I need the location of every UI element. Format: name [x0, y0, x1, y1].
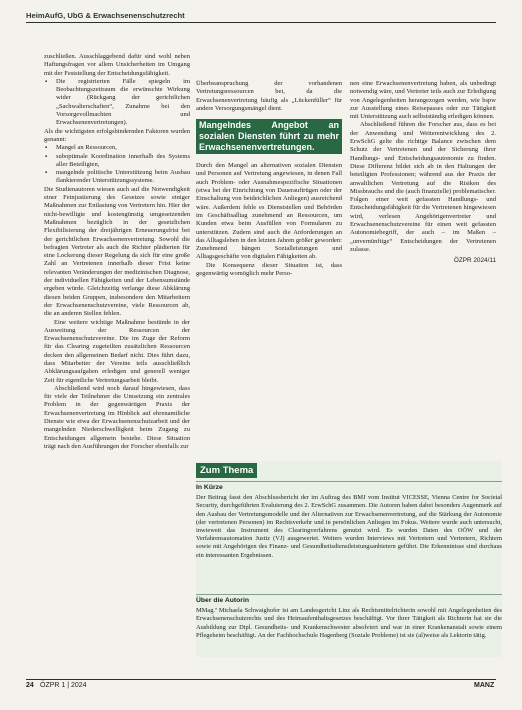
autor-text: MMag.ª Michaela Schwaighofer ist am Landesgericht Linz als Rechtsmittelrichterin sowohl mit Angelegenheiten des Erwachsenenschutzrechts und des Heimaufenthaltsgesetzes beschäftigt. Vor ihrer Tätigkeit als Richterin hat sie die Ausbildung zur Dipl. Gesundheits- und Krankenschwester absolviert und war in einer Krankenanstalt sowie einem Pflegeheim beschäftigt. An der Fachhochschule Hagenberg (Soziale Probleme) ist sie (al)weise als Lektorin tätig.: [196, 607, 502, 639]
paragraph: Abschließend wird noch darauf hingewiesen, dass für viele der Teilnehmer die Umsetzung ein zentrales Problem in der gegenwärtigen Praxis der Erwachsenenvertretung im Hinblick auf ehrenamtliche Dienste wie etwa der Erwachsenenschutzarbeit und der mangelnden Niederschwelligkeit beim Zugang zu Entscheidungen allgemein bestehe. Diese Situation trägt nach den Ausführungen der Forscher ebenfalls zur: [44, 384, 190, 450]
paragraph: Die Konsequenz dieser Situation ist, dass gegenwärtig womöglich mehr Perso-: [196, 261, 342, 278]
paragraph: Die Studienautoren wiesen auch auf die Notwendigkeit einer Feinjustierung des Gesetzes sowie einiger Maßnahmen zur Entlastung von Vertretern hin. Hier der nicht-bewilligte und kostengünstig umgesetzenden Maßnahmen bezüglich in der gesetzlichen Flexibilisierung der dreijährigen Erneuerungsfrist bei der gerichtlichen Erwachsenenvertretung. Sowohl die befragten Vertreter als auch die Richter plädierten für eine Lockerung dieser Regelung da sich für eine große Zahl an Vertretenen innerhalb dieser Frist keine relevanten Veränderungen der medizinischen Diagnose, der individuellen Fähigkeiten und der Lebensumstände ergeben würde. Gleichzeitig verlange diese Abklärung diesen beiden Gruppen, insbesondere den Mitarbeitern der Erwachsenenschutzvereine, viele Ressourcen ab, die an anderen Stellen fehlen.: [44, 185, 190, 318]
paragraph: Durch den Mangel an alternativen sozialen Diensten und Personen auf Vertretung angewiesen, in denen Fall auch Problem- oder Ausnahmespezifische Situationen (etwa bei der Einrichtung von Dauerauftrügen oder der Einschaltung von betdeichlichen Anliegen) ausreichend wäre. Außerdem fehle es Dienststellen und Behörden im Geschäftsalltag zunehmend an Ressourcen, um Kunden etwa beim Ausfüllen von Formularen zu unterstützen. Zudem sind auch die Anforderungen an das Alltagsleben in den letzten Jahren größer geworden: Zunehmend hängen Sozialleistungen und Alltagsgeschäfte von digitalen Fähigkeiten ab.: [196, 162, 342, 261]
list-item: ▪ Die registrierten Fälle spiegeln im Beobachtungszeitraum die erwünschte Wirkung wider (Rückgang der gerichtlichen „Sachwalterschaften“, Zunahme bei den Vorsorgevollmachten und Erwachsenenvertretungen).: [56, 78, 190, 128]
list-item: ▪ Mangel an Ressourcen,: [56, 144, 190, 152]
box-divider: [196, 481, 502, 482]
in-kurze-text: Der Beitrag fasst den Abschlussbericht der im Auftrag des BMJ vom Institut VICESSE, Vienna Centre for Societal Security, durchgeführten Evaluierung des 2. ErwSchG zusammen. Die Autoren haben dabei besonders Augenmerk auf den Ausbau der Vertretungsmodelle und der Alternativen zur Erwachsenenvertretung, auf die Stärkung der Autonomie (der vertretenen Personen) im Rechtsverkehr und in persönlichen Anliegen im Fokus. Weitere wurde auch untersucht, inwieweit das Instrument des Clearingverfahrens genutzt wird. Es wurden Daten des OÖW und der Verfahrensautomation Justiz (VJ) ausgewertet. Weiters wurden Interviews mit Vertretern und Vertretern, Richtern sowie mit Angehörigen des Finanz- und Gesundheitsdienstleistungsanbietern geführt. Die Erkenntnisse sind durchaus ein interessanten Ergebnissen.: [196, 494, 502, 559]
header-rule: [26, 22, 496, 23]
paragraph: Überbeanspruchung der vorhandenen Vertretungsressourcen bei, da die Erwachsenenvertretung häufig als „Lückenfüller“ für andere Versorgungsmängel dient.: [196, 80, 342, 112]
paragraph: Als die wichtigsten erfolgsbindernden Faktoren wurden genannt:: [44, 127, 190, 143]
publisher-logo: MANZ: [474, 682, 495, 689]
paragraph: zuschließen. Ausschlaggebend dafür sind wohl neben Haftungsfragen vor allem Unsicherheiten im Umgang mit der Feststellung der Entscheidungsfähigkeit.: [44, 53, 190, 77]
bullet-list: [44, 144, 190, 185]
column-2: [196, 80, 342, 278]
list-item: ▪ mangelnde politische Unterstützung beim Ausbau flankierender Unterstützungssysteme.: [56, 169, 190, 186]
paragraph: Abschließend führen die Forscher aus, dass es bei der Anwendung und Weiterentwicklung des 2. ErwSchG gelte die richtige Balance zwischen dem Schutz der Vertretenen und der Sicherung ihrer Handlungs- und Entscheidungsautonomie zu finden. Diese Differenz bildet sich ab in den Haltungen der beteiligten Professionen; während aus der Praxis der anwaltlichen Vertretung auf die Risiken des Missbrauchs und die (auch finanzielle) problematischer. Folgen einer weit gefassten Handlungs- und Entscheidungsfähigkeit für die Vertretenen hingewiesen wird, verlesen Angehörigenvertreter und Erwachsenenschutzvereine für einen weit gefassten Autonomiebegriff, der auch – im Maßen – „unvernünftige“ Entscheidungen der Vertretenen zulasse.: [350, 121, 496, 253]
zum-thema-heading: Zum Thema: [196, 463, 257, 478]
paragraph: Eine weitere wichtige Maßnahme bestünde in der Ausweitung der Ressourcen der Erwachsenenschutzvereine. Die im Zuge der Reform für das Clearing zugeteilten zusätzlichen Ressourcen decken den allgemeinen Bedarf nicht. Dies führt dazu, dass Mitarbeiter der Vereine teils ausschließlich Abklärungsaufgaben erledigen und generell weniger Zeit für eigentliche Vertretungsarbeit bleibt.: [44, 318, 190, 384]
in-kurze-title: In Kürze: [196, 484, 223, 491]
source-citation: ÖZPR 2024/11: [453, 257, 496, 265]
column-1: [44, 53, 190, 451]
paragraph: nen eine Erwachsenenvertretung haben, als unbedingt notwendig wäre, und Vertreter teils auch zur Erledigung von Angelegenheiten herangezogen werden, wie bspw zur Ausstellung eines Reisepasses oder zur Tätigkeit mit Unterstützung auch selbstständig erledigen können.: [350, 80, 496, 121]
highlight-subheading: Mangelndes Angebot an sozialen Diensten führt zu mehr Erwachsenenvertretungen.: [196, 119, 342, 154]
box-divider: [196, 594, 502, 595]
page-number: 24: [26, 682, 34, 689]
running-header: HeimAufG, UbG & Erwachsenenschutzrecht: [26, 11, 185, 20]
list-item: ▪ suboptimale Koordination innerhalb des Systems aller Beteiligten,: [56, 153, 190, 170]
in-kurze-section: [196, 484, 502, 560]
bullet-list: [44, 78, 190, 128]
autor-section: [196, 597, 502, 640]
issue-label: ÖZPR 1 | 2024: [40, 682, 87, 689]
footer-rule: [26, 679, 496, 680]
autor-title: Über die Autorin: [196, 597, 249, 604]
column-3: [350, 80, 496, 266]
